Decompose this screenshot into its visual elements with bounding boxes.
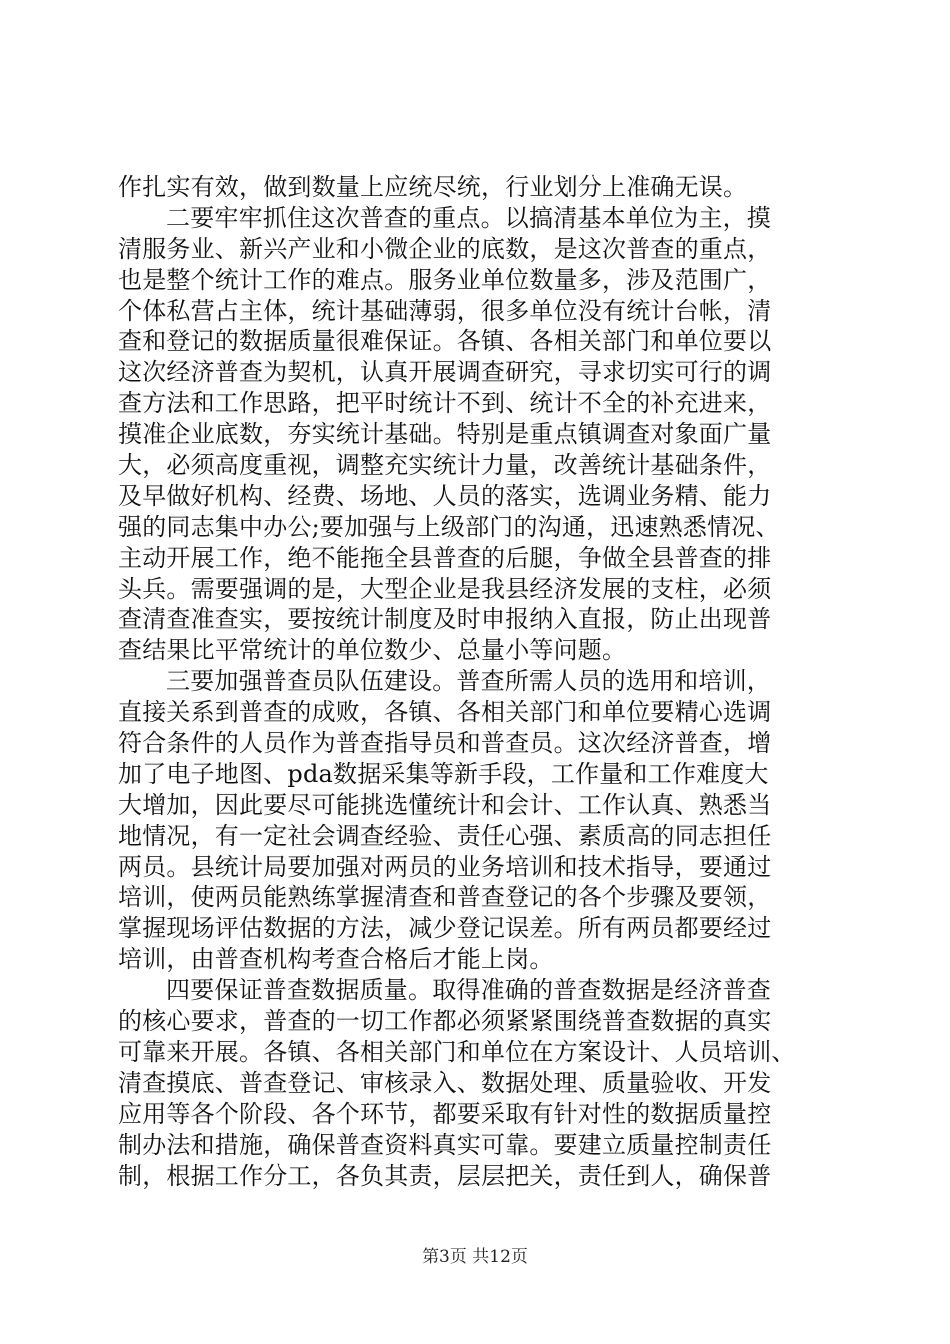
text-line: 直接关系到普查的成败，各镇、各相关部门和单位要精心选调 — [118, 698, 772, 727]
page-footer: 第3页 共12页 — [422, 1247, 528, 1267]
text-line: 作扎实有效，做到数量上应统尽统，行业划分上准确无误。 — [118, 173, 748, 201]
text-line: 查清查准查实，要按统计制度及时申报纳入直报，防止出现普 — [118, 605, 772, 634]
text-line: 培训，由普查机构考查合格后才能上岗。 — [118, 945, 554, 974]
paragraph-first-line: 二要牢牢抓住这次普查的重点。以搞清基本单位为主，摸 — [166, 203, 771, 232]
text-line: 查和登记的数据质量很难保证。各镇、各相关部门和单位要以 — [118, 327, 772, 356]
text-line: 应用等各个阶段、各个环节，都要采取有针对性的数据质量控 — [118, 1099, 772, 1128]
text-line: 强的同志集中办公;要加强与上级部门的沟通，迅速熟悉情况、 — [118, 512, 780, 541]
text-line: 制，根据工作分工，各负其责，层层把关，责任到人，确保普 — [118, 1161, 772, 1190]
text-line: 培训，使两员能熟练掌握清查和普查登记的各个步骤及要领， — [118, 883, 772, 912]
text-line: 主动开展工作，绝不能拖全县普查的后腿，争做全县普查的排 — [118, 543, 772, 572]
text-line: 的核心要求，普查的一切工作都必须紧紧围绕普查数据的真实 — [118, 1007, 772, 1036]
text-line: 大增加，因此要尽可能挑选懂统计和会计、工作认真、熟悉当 — [118, 790, 772, 819]
text-line: 制办法和措施，确保普查资料真实可靠。要建立质量控制责任 — [118, 1130, 772, 1159]
paragraph-first-line: 三要加强普查员队伍建设。普查所需人员的选用和培训， — [166, 667, 771, 696]
text-line: 头兵。需要强调的是，大型企业是我县经济发展的支柱，必须 — [118, 574, 772, 603]
document-body — [118, 172, 838, 1191]
text-line: 查结果比平常统计的单位数少、总量小等问题。 — [118, 636, 627, 665]
text-line: 符合条件的人员作为普查指导员和普查员。这次经济普查，增 — [118, 729, 772, 758]
paragraph-first-line: 四要保证普查数据质量。取得准确的普查数据是经济普查 — [166, 976, 771, 1005]
text-line: 大，必须高度重视，调整充实统计力量，改善统计基础条件， — [118, 451, 772, 480]
text-line: 个体私营占主体，统计基础薄弱，很多单位没有统计台帐，清 — [118, 296, 772, 325]
text-line: 可靠来开展。各镇、各相关部门和单位在方案设计、人员培训、 — [118, 1037, 796, 1066]
text-line: 掌握现场评估数据的方法，减少登记误差。所有两员都要经过 — [118, 914, 772, 943]
text-line: 查方法和工作思路，把平时统计不到、统计不全的补充进来， — [118, 389, 772, 418]
text-line: 加了电子地图、pda数据采集等新手段，工作量和工作难度大 — [118, 759, 769, 788]
text-line: 两员。县统计局要加强对两员的业务培训和技术指导，要通过 — [118, 852, 772, 881]
text-line: 也是整个统计工作的难点。服务业单位数量多，涉及范围广， — [118, 265, 772, 294]
text-line: 这次经济普查为契机，认真开展调查研究，寻求切实可行的调 — [118, 358, 772, 387]
text-line: 摸准企业底数，夯实统计基础。特别是重点镇调查对象面广量 — [118, 420, 772, 449]
text-line: 及早做好机构、经费、场地、人员的落实，选调业务精、能力 — [118, 481, 772, 510]
text-line: 清查摸底、普查登记、审核录入、数据处理、质量验收、开发 — [118, 1068, 772, 1097]
text-line: 清服务业、新兴产业和小微企业的底数，是这次普查的重点， — [118, 234, 772, 263]
text-line: 地情况，有一定社会调查经验、责任心强、素质高的同志担任 — [118, 821, 772, 850]
